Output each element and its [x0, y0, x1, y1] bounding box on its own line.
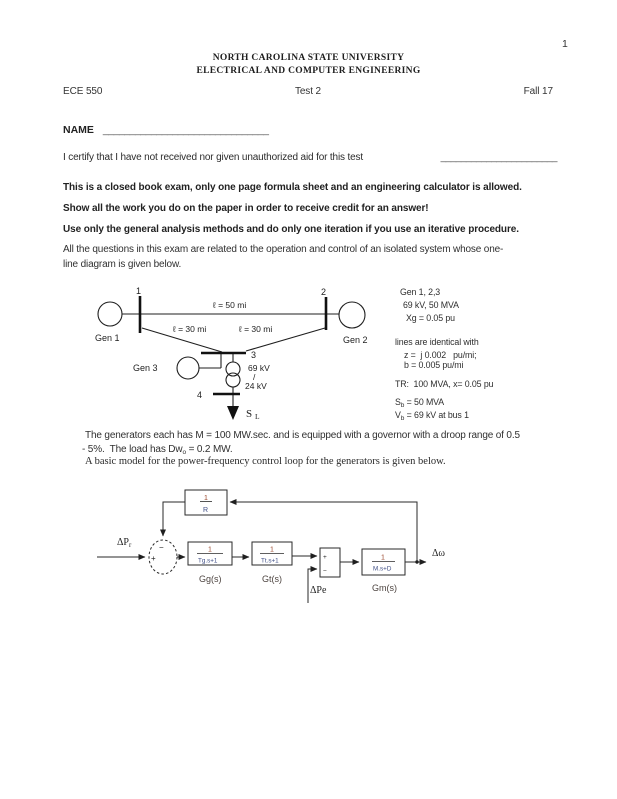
load-symbol-subscript: L	[255, 412, 260, 421]
sbase-value: = 50 MVA	[404, 397, 445, 407]
note-lines-heading: lines are identical with	[395, 337, 479, 347]
line13-length-label: ℓ = 30 mi	[173, 324, 207, 334]
xfmr-lv-label: 24 kV	[245, 381, 267, 391]
turbine-label: Gt(s)	[262, 574, 282, 584]
note-gen-rating: 69 kV, 50 MVA	[403, 300, 459, 310]
droop-numerator: 1	[204, 495, 208, 502]
load-symbol-label: S	[246, 408, 253, 420]
load-data-text: - 5%. The load has Dw	[82, 444, 183, 455]
name-blank-line: _______________________________	[102, 124, 269, 136]
exam-instructions	[63, 181, 563, 244]
note-line-impedance: z = j 0.002 pu/mi;	[404, 350, 477, 360]
governor-label: Gg(s)	[199, 574, 222, 584]
transformer-coil-lv	[226, 373, 240, 387]
name-label: NAME	[63, 124, 94, 136]
note-gen-reactance: Xg = 0.05 pu	[406, 313, 455, 323]
note-gen-heading: Gen 1, 2,3	[400, 287, 441, 297]
pe-signal-label: ΔPe	[310, 585, 327, 596]
intro-line-1: All the questions in this exam are related to the operation and control of an isolated system whose one-	[63, 244, 504, 255]
note-line-susceptance: b = 0.005 pu/mi	[404, 360, 464, 370]
page-number: 1	[562, 38, 568, 50]
university-name: NORTH CAROLINA STATE UNIVERSITY	[212, 53, 405, 63]
xfmr-hv-label: 69 kV	[248, 363, 270, 373]
instruction-show-work: Show all the work you do on the paper in order to receive credit for an answer!	[63, 203, 429, 214]
line23-length-label: ℓ = 30 mi	[239, 324, 273, 334]
sbase-subscript: b	[400, 402, 405, 409]
load-arrow-icon	[227, 406, 239, 420]
vbase-subscript: b	[400, 415, 405, 422]
transformer-coil-hv	[226, 362, 240, 376]
turbine-denominator: Tt.s+1	[261, 557, 279, 565]
droop-denominator: R	[203, 507, 209, 514]
bus1-label: 1	[136, 286, 142, 296]
gen2-symbol	[339, 302, 365, 328]
one-line-diagram	[85, 283, 390, 433]
vbase-symbol: V	[395, 410, 401, 420]
generator-data-line-1: The generators each has M = 100 MW.sec. and is equipped with a governor with a droop range of 0.5	[85, 430, 520, 441]
control-loop-block-diagram	[95, 483, 460, 613]
sum1-minus-sign: −	[159, 543, 164, 552]
intro-paragraph	[63, 243, 563, 272]
gen3-symbol	[177, 357, 199, 379]
delta-p-subscript: r	[129, 541, 132, 549]
sbase-symbol: S	[395, 397, 401, 407]
note-transformer: TR: 100 MVA, x= 0.05 pu	[395, 379, 494, 389]
input-signal-label	[117, 537, 132, 549]
term-label: Fall 17	[523, 86, 553, 97]
sum1-plus-sign: +	[151, 554, 156, 563]
certify-row	[63, 152, 557, 163]
name-row	[63, 124, 268, 136]
feedback-path	[230, 502, 417, 562]
xfmr-ratio-slash: /	[253, 372, 256, 382]
dw-subscript: o	[182, 449, 186, 456]
bus4-label: 4	[197, 390, 203, 400]
document-header	[0, 52, 617, 78]
certify-blank-line: _______________________	[440, 152, 557, 163]
turbine-numerator: 1	[270, 546, 274, 554]
gen1-symbol	[98, 302, 122, 326]
test-title: Test 2	[294, 86, 322, 97]
gen3-label: Gen 3	[133, 363, 158, 373]
delta-p-text: ΔP	[117, 537, 129, 548]
instruction-methods: Use only the general analysis methods and do only one iteration if you use an iterative procedure.	[63, 224, 519, 235]
department-name: ELECTRICAL AND COMPUTER ENGINEERING	[196, 66, 421, 76]
machine-numerator: 1	[381, 554, 385, 562]
branch-junction-dot	[415, 560, 418, 563]
governor-denominator: Tg.s+1	[198, 557, 218, 565]
machine-label: Gm(s)	[372, 583, 397, 593]
model-intro-line: A basic model for the power-frequency control loop for the generators is given below.	[85, 456, 446, 467]
sum2-minus-sign: −	[323, 568, 327, 575]
gen2-label: Gen 2	[343, 335, 368, 345]
generator-data-line-2	[82, 444, 233, 456]
certify-text: I certify that I have not received nor given unauthorized aid for this test	[63, 152, 364, 163]
governor-numerator: 1	[208, 546, 212, 554]
intro-line-2: line diagram is given below.	[63, 258, 182, 270]
sum2-plus-sign: +	[323, 554, 327, 561]
course-code: ECE 550	[63, 86, 103, 97]
gen1-label: Gen 1	[95, 333, 120, 343]
instruction-closed-book: This is a closed book exam, only one page formula sheet and an engineering calculator is allowed.	[63, 182, 522, 193]
load-data-value: = 0.2 MW.	[185, 444, 233, 455]
droop-to-sum-arrow	[163, 502, 185, 536]
output-signal-label: Δω	[432, 548, 446, 559]
bus3-label: 3	[251, 350, 257, 360]
vbase-value: = 69 kV at bus 1	[404, 410, 469, 420]
note-vbase	[395, 410, 469, 424]
note-sbase	[395, 397, 444, 411]
bus2-label: 2	[321, 287, 327, 297]
line12-length-label: ℓ = 50 mi	[213, 300, 247, 310]
course-row	[63, 86, 553, 97]
machine-denominator: M.s+D	[373, 565, 392, 573]
